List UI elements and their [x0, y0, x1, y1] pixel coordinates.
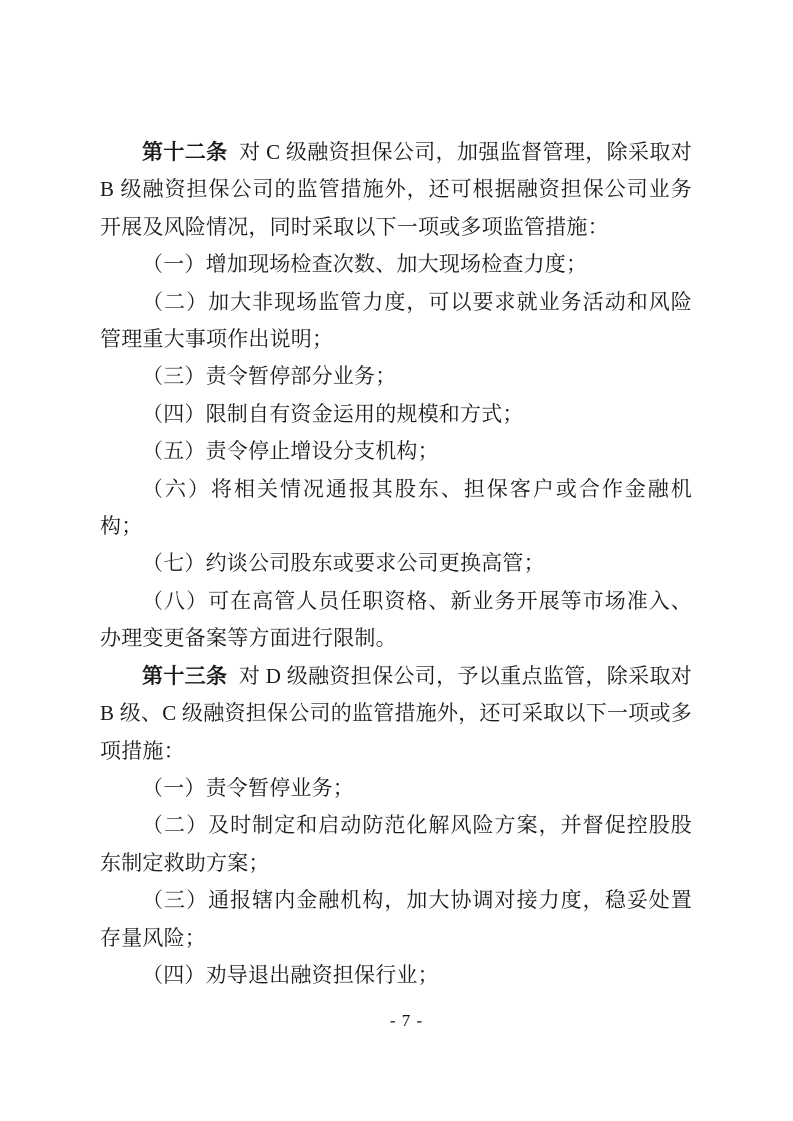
paragraph-text: （七）约谈公司股东或要求公司更换高管；: [142, 551, 545, 576]
paragraph: [100, 545, 692, 582]
article-number: 第十三条: [142, 663, 228, 688]
paragraph-text: （六）将相关情况通报其股东、担保客户或合作金融机构；: [100, 476, 692, 539]
article-number: 第十二条: [142, 140, 228, 164]
paragraph-text: （一）增加现场检查次数、加大现场检查力度；: [142, 252, 588, 277]
page-number: - 7 -: [389, 1011, 424, 1030]
paragraph: [100, 358, 692, 395]
paragraph-text: （一）责令暂停业务；: [142, 775, 354, 800]
paragraph-text: （五）责令停止增设分支机构；: [142, 439, 439, 464]
paragraph-text: 对 C 级融资担保公司，加强监督管理，除采取对 B 级融资担保公司的监管措施外，还可根据融资担保公司业务开展及风险情况，同时采取以下一项或多项监管措施：: [100, 140, 692, 239]
paragraph: [100, 882, 692, 957]
paragraph-text: （三）通报辖内金融机构，加大协调对接力度，稳妥处置存量风险；: [100, 888, 692, 950]
paragraph: [100, 770, 692, 807]
paragraph-text: （四）限制自有资金运用的规模和方式；: [142, 401, 524, 426]
paragraph-text: （八）可在高管人员任职资格、新业务开展等市场准入、办理变更备案等方面进行限制。: [100, 588, 692, 651]
document-body: [100, 134, 692, 994]
paragraph: [100, 583, 692, 658]
paragraph: [100, 433, 692, 470]
paragraph: [100, 284, 692, 359]
paragraph: [100, 396, 692, 433]
paragraph: [100, 807, 692, 882]
paragraph-text: （二）及时制定和启动防范化解风险方案，并督促控股股东制定救助方案；: [100, 813, 692, 875]
paragraph: [100, 134, 692, 246]
paragraph: [100, 957, 692, 994]
paragraph: [100, 658, 692, 770]
paragraph-text: （四）劝导退出融资担保行业；: [142, 962, 439, 987]
paragraph-text: 对 D 级融资担保公司，予以重点监管，除采取对 B 级、C 级融资担保公司的监管措施外，还可采取以下一项或多项措施：: [100, 663, 692, 763]
paragraph-text: （二）加大非现场监管力度，可以要求就业务活动和风险管理重大事项作出说明；: [100, 289, 692, 352]
paragraph: [100, 471, 692, 546]
paragraph: [100, 246, 692, 283]
paragraph-text: （三）责令暂停部分业务；: [142, 364, 397, 389]
